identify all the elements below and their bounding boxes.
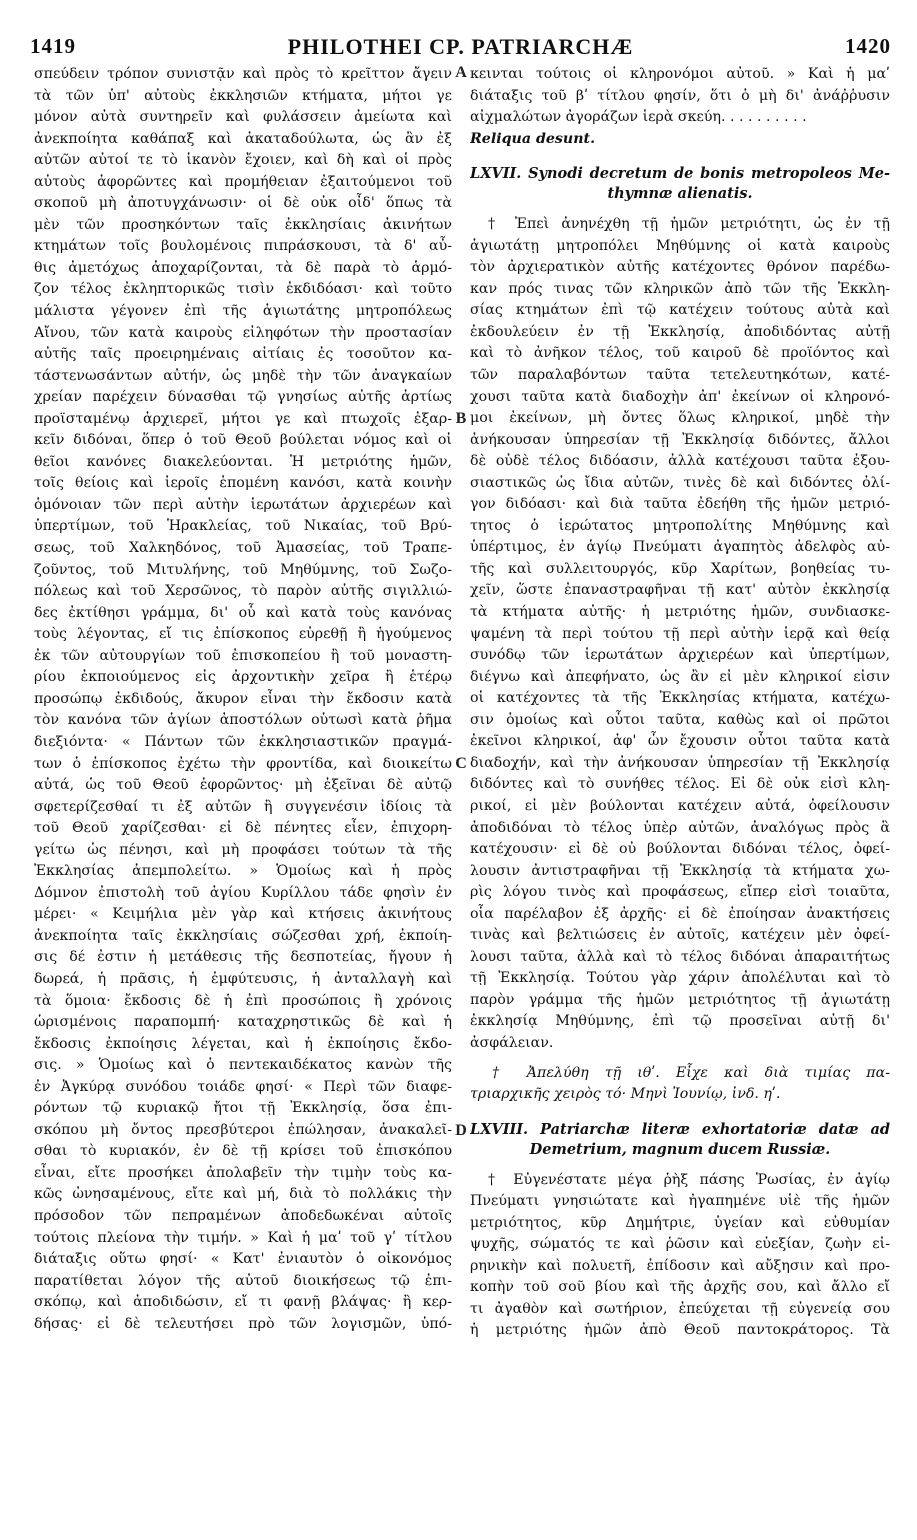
section-67-line: τὰ κτήματα αὐτῆς· ἡ μετριότης ἡμῶν, συνδιασκε- xyxy=(470,604,890,621)
left-column-line: πρόσοδον τῶν πεπραμένων ἀποδεδωκέναι αὐτοῖς xyxy=(34,1207,452,1224)
section-67-line: μοι ἐκείνων, μὴ ὄντες ὅλως κληρικοί, μηδὲ τὴν xyxy=(470,410,890,427)
left-column-line: τὰ τῶν ὑπ' αὐτοὺς ἐκκλησιῶν κτήματα, μήτοι γε xyxy=(34,87,452,104)
left-column xyxy=(34,64,452,1335)
left-column-line: προϊσταμένῳ ἀρχιερεῖ, μήτοι γε καὶ πτωχοῖς ἐξαρ- xyxy=(34,410,452,427)
section-68-body xyxy=(470,1170,890,1342)
section-67-line: τητος ὁ ἱερώτατος μητροπολίτης Μηθύμνης καὶ xyxy=(470,517,890,534)
left-column-line: ζον τέλος ἐκληπτορικῶς τισὶν ἐκδιδόασι· καὶ τοῦτο xyxy=(34,281,452,298)
running-title: PHILOTHEI CP. PATRIARCHÆ xyxy=(287,34,634,59)
section-67-line: τῆς καὶ συλλειτουργός, κῦρ Χαρίτων, βοηθείας τυ- xyxy=(470,560,890,577)
right-intro-line: κεινται τούτοις οἱ κληρονόμοι αὐτοῦ. » Καὶ ἡ μαʹ xyxy=(470,66,890,82)
section-67-line: ἁγιωτάτῃ μητροπόλει Μηθύμνης οἱ κατὰ καιροὺς xyxy=(470,237,890,254)
left-column-line: αὐτῶν αὐτοί τε τὸ ἱκανὸν ἔχοιεν, καὶ δὴ καὶ οἱ πρὸς xyxy=(34,152,452,169)
left-column-line: αὐτῆς ταῖς προειρημέναις αἰτίαις ἐς τοσοῦτον κα- xyxy=(34,346,452,363)
section-67-line: ἐκδουλεύειν ἐν τῇ Ἐκκλησίᾳ, ἀποδιδόντας αὐτῇ xyxy=(470,323,890,340)
section-68-line: ψυχῆς, σώματός τε καὶ ῥῶσιν καὶ εὐεξίαν, ζωὴν εἰ- xyxy=(470,1236,890,1253)
left-column-line: δες ἐκτίθησι γράμμα, δι' οὗ καὶ κατὰ τοὺς κανόνας xyxy=(34,604,452,621)
left-column-line: σις δέ ἐστιν ἡ μετάθεσις τῆς δεσποτείας, ἤγουν ἡ xyxy=(34,949,452,966)
left-column-line: διάταξις οὕτω φησί· « Κατ' ἐνιαυτὸν ὁ οἰκονόμος xyxy=(34,1251,452,1268)
left-column-line: τὸν κανόνα τῶν ἁγίων ἀποστόλων οὑτωσὶ κατὰ ῥῆμα xyxy=(34,712,452,729)
left-column-line: των ὁ ἐπίσκοπος ἐχέτω τὴν φροντίδα, καὶ διοικείτω xyxy=(34,755,452,772)
section-68-line: Πνεύματι γνησιώτατε καὶ ἠγαπημένε υἱὲ τῆς ἡμῶν xyxy=(470,1193,890,1210)
left-column-line: ἐν Ἀγκύρᾳ συνόδου τοιάδε φησί· « Περὶ τῶν διαφε- xyxy=(34,1078,452,1095)
section-67-line: δὲ οὐδὲ τέλος διδόασιν, ἀλλὰ κατέχουσι ταῦτα ἐξου- xyxy=(470,453,890,470)
section-67-line: οἷα παρέλαβον ἐξ ἀρχῆς· εἰ δὲ ἐποίησαν ἀνακτήσεις xyxy=(470,905,890,922)
page-number-right: 1420 xyxy=(845,34,891,58)
section-67-line: χουσι ταῦτα κατὰ διαδοχὴν ἀπ' ἐκείνων οἱ κληρονό- xyxy=(470,388,890,405)
section-67-line: ρικοί, εἰ μὲν βούλονται κατέχειν αὐτά, ὀφείλουσιν xyxy=(470,797,890,814)
left-column-line: αὐτοὺς ἀφορῶντες καὶ προμήθειαν ἐξαιτούμενοι τοῦ xyxy=(34,173,452,190)
left-column-line: ἔκδοσις ἐκποίησις λέγεται, καὶ ἡ ἐκποίησις ἔκδο- xyxy=(34,1035,452,1052)
left-column-line: ὁμόνοιαν τῶν περὶ αὐτὴν ἱερωτάτων ἀρχιερέων καὶ xyxy=(34,496,452,513)
left-column-line: Ἐκκλησίας ἀπεμπολείτω. » Ὁμοίως καὶ ἡ πρὸς xyxy=(34,863,452,880)
left-column-line: τάστενωσάντων αὐτήν, ὡς μηδὲ τὴν τῶν ἀναγκαίων xyxy=(34,367,452,384)
margin-letter-c: C xyxy=(455,755,467,772)
section-67-heading xyxy=(470,164,890,204)
section-67-heading-line1: LXVII. Synodi decretum de bonis metropoleos Me- xyxy=(470,165,890,183)
left-column-line: σκοποῦ μὴ ἀποτυγχάνωσιν· οἱ δὲ οὐκ οἶδ' ὅπως τὰ xyxy=(34,195,452,212)
section-67-line: ὑπέρτιμος, ἐν ἁγίῳ Πνεύματι ἀγαπητὸς ἀδελφὸς αὐ- xyxy=(470,539,890,556)
left-column-line: σφετερίζεσθαί τι ἐξ αὐτῶν ἢ συγγενέσιν ἰδίοις τὰ xyxy=(34,798,452,815)
left-column-line: τοῖς θείοις καὶ ἱεροῖς ἑπομένη κανόσι, κατὰ κοινὴν xyxy=(34,475,452,492)
section-67-line: † Ἐπεὶ ἀνηνέχθη τῇ ἡμῶν μετριότητι, ὡς ἐν τῇ xyxy=(488,216,890,233)
left-column-line: ρίου ἐκποιούμενος εἰς ἀρχοντικὴν χεῖρα ἢ ἑτέρῳ xyxy=(34,669,452,686)
section-67-line: ἀνήκουσαν ὑπηρεσίαν τῇ Ἐκκλησίᾳ διδόντες, ἄλλοι xyxy=(470,431,890,448)
left-column-line: ἐκ τῶν αὐτουργίων τοῦ ἐπισκοπείου ἢ τοῦ μοναστη- xyxy=(34,647,452,664)
section-67-line: τῶν παραλαβόντων ταῦτα τετελευτηκότων, κατέ- xyxy=(470,367,890,384)
section-68-line: † Εὐγενέστατε μέγα ῥὴξ πάσης Ῥωσίας, ἐν ἁγίῳ xyxy=(488,1171,890,1188)
left-column-line: τούτοις πλείονα τὴν τιμήν. » Καὶ ἡ μαʹ τοῦ γʹ τίτλου xyxy=(34,1229,452,1246)
left-column-line: εἶναι, εἴτε προσήκει ἀπολαβεῖν τὴν τιμὴν τοὺς κα- xyxy=(34,1164,452,1181)
right-intro xyxy=(470,64,890,129)
section-67-line: ἀποδιδόναι τὸ τέλος ὑπὲρ αὐτῶν, ἀναλόγως πρὸς ἃ xyxy=(470,819,890,836)
section-67-line: λουσιν ἀντιστραφῆναι τῇ Ἐκκλησίᾳ τὰ κτήματα χω- xyxy=(470,862,890,879)
section-67-line: διδόντες καὶ τὸ συνήθες τέλος. Εἰ δὲ οὐκ εἰσὶ κλη- xyxy=(470,776,890,793)
left-column-line: μέρει· « Κειμήλια μὲν γὰρ καὶ κτήσεις ἀκινήτους xyxy=(34,906,452,923)
section-68-heading-line1: LXVIII. Patriarchæ literæ exhortatoriæ datæ ad xyxy=(470,1120,890,1138)
section-67-closing: † Ἀπελύθη τῇ ιθʹ. Εἶχε καὶ διὰ τιμίας πα- xyxy=(492,1064,890,1081)
section-68-heading xyxy=(470,1120,890,1160)
left-column-line: προσώπῳ ἐκδιδούς, ἄκυρον εἶναι τὴν ἔκδοσιν κατὰ xyxy=(34,690,452,707)
left-column-line: σις. » Ὁμοίως καὶ ὁ πεντεκαιδέκατος κανὼν τῆς xyxy=(34,1057,452,1074)
section-67-line: διαδοχήν, καὶ τὴν ἀνήκουσαν ὑπηρεσίαν τῇ Ἐκκλησίᾳ xyxy=(470,754,890,771)
left-column-line: τὰ ὅμοια· ἔκδοσις δὲ ἡ ἐπὶ προσώποις ἢ χρόνοις xyxy=(34,992,452,1009)
section-68-line: κοπὴν τοῦ σοῦ βίου καὶ τῆς ἀρχῆς σου, καὶ ἄλλο εἴ xyxy=(470,1279,890,1296)
left-column-line: παρατίθεται λόγον τῆς αὐτοῦ διοικήσεως τῷ ἐπι- xyxy=(34,1272,452,1289)
section-67-line: συνόδῳ τῶν ἱερωτάτων ἀρχιερέων καὶ ὑπερτίμων, xyxy=(470,647,890,664)
left-column-line: πόλεως καὶ τοῦ Χερσῶνος, τὸ παρὸν αὐτῆς σιγιλλιώ- xyxy=(34,583,452,600)
page-header xyxy=(30,34,891,66)
left-column-line: ὑπερτίμων, τοῦ Ἡρακλείας, τοῦ Νικαίας, τοῦ Βρύ- xyxy=(34,518,452,535)
left-column-line: δωρεά, ἡ πρᾶσις, ἡ ἐμφύτευσις, ἡ ἀνταλλαγὴ καὶ xyxy=(34,970,452,987)
section-68-heading-line2: Demetrium, magnum ducem Russiæ. xyxy=(529,1140,831,1158)
section-67-line: κατέχουσιν· εἰ δὲ οὐ βούλονται διδόναι τέλος, ὀφεί- xyxy=(470,841,890,858)
left-column-line: διεξιόντα· « Πάντων τῶν ἐκκλησιαστικῶν πραγμά- xyxy=(34,733,452,750)
section-67-line: σιν ὁμοίως καὶ οὗτοι ταῦτα, καθὼς καὶ οἱ πρῶτοι xyxy=(470,711,890,728)
left-column-line: δήσας· εἰ δὲ τελευτήσει πρὸ τῶν λογισμῶν, ὑπό- xyxy=(34,1315,452,1332)
section-67-line: παρὸν γράμμα τῆς ἡμῶν μετριότητος τῇ ἁγιωτάτῃ xyxy=(470,991,890,1008)
section-67-line: λουσι ταῦτα, ἀλλὰ καὶ τὸ τέλος διδόναι ἀπαραιτήτως xyxy=(470,948,890,965)
left-column-line: ἀνεκποίητα καθάπαξ καὶ ἀκαταδούλωτα, ὡς ἂν ἐξ xyxy=(34,130,452,147)
section-67-body xyxy=(470,214,890,1054)
right-intro-line: διάταξις τοῦ βʹ τίτλου φησίν, ὅτι ὁ μὴ δι' ἀνάῤῥυσιν xyxy=(470,87,890,104)
section-67-line: καν πρός τινας τῶν κληρικῶν ἀπὸ τῶν τῆς Ἐκκλη- xyxy=(470,280,890,297)
margin-letter-a: A xyxy=(455,64,467,81)
left-column-line: σεως, τοῦ Χαλκηδόνος, τοῦ Ἀμασείας, τοῦ Τραπε- xyxy=(34,540,452,557)
right-column xyxy=(470,64,890,1342)
left-column-line: κεῖν διδόναι, ὅπερ ὁ τοῦ Θεοῦ βούλεται νόμος καὶ οἱ xyxy=(34,432,452,449)
section-67-line: τὸν ἀρχιερατικὸν αὐτῆς κατέχοντες θρόνον παρέδω- xyxy=(470,259,890,276)
section-67-line: σιαστικῶς ὡς ἴδια αὐτῶν, τινὲς δὲ καὶ διδόντες ὀλί- xyxy=(470,474,890,491)
section-67-line: διέγνω καὶ ἀπεφήνατο, ὡς ἂν εἰ μὲν κληρικοί εἰσιν xyxy=(470,668,890,685)
right-intro-line: αἰχμαλώτων ἀγοράζων ἱερὰ σκεύη. . . . . . . . . . xyxy=(470,109,807,126)
section-67-line: γον διδόασι· καὶ διὰ ταῦτα ἐδεήθη τῆς ἡμῶν μετριό- xyxy=(470,496,890,513)
left-column-line: Δόμνον ἐπιστολὴ τοῦ ἁγίου Κυρίλλου τάδε φησὶν ἐν xyxy=(34,884,452,901)
left-column-line: χρείαν παρέχειν δύνασθαι τῷ γνησίως αὐτῆς ἀρτίως xyxy=(34,389,452,406)
margin-letter-b: B xyxy=(455,410,467,427)
left-column-line: σθαι τὸ κυριακόν, ἐν δὲ τῇ κρίσει τοῦ ἐπισκόπου xyxy=(34,1143,452,1160)
section-67-closing-2: τριαρχικῆς χειρὸς τό· Μηνὶ Ἰουνίῳ, ἰνδ. ηʹ. xyxy=(470,1086,781,1103)
section-67-line: ἐκκλησίᾳ Μηθύμνης, ἐπὶ τῷ προσεῖναι αὐτῇ δι' xyxy=(470,1013,890,1030)
left-column-line: μόνον αὐτὰ συντηρεῖν καὶ φυλάσσειν ἀμείωτα καὶ xyxy=(34,109,452,126)
section-68-line: μετριότητος, κῦρ Δημήτριε, ὑγείαν καὶ εὐθυμίαν xyxy=(470,1214,890,1231)
page-number-left: 1419 xyxy=(30,34,76,58)
section-68-line: ρηνικὴν καὶ πολυετῆ, ἐπίδοσιν καὶ αὔξησιν καὶ προ- xyxy=(470,1257,890,1274)
left-column-line: γείτω ὡς πένησι, καὶ μὴ προφάσει τούτων τὰ τῆς xyxy=(34,841,452,858)
left-column-line: σκόπου μὴ ὄντος πρεσβύτεροι ἐπώλησαν, ἀνακαλεῖ- xyxy=(34,1121,452,1138)
left-column-line: θεῖοι κανόνες διακελεύονται. Ἡ μετριότης ἡμῶν, xyxy=(34,453,452,470)
section-67-line: χεῖν, ὥστε ἐπαναστραφῆναι τῇ κατ' αὐτὸν ἐκκλησίᾳ xyxy=(470,582,890,599)
section-67-line: ἐκεῖνοι κληρικοί, ἀφ' ὧν ἔχουσιν οὗτοι ταῦτα κατὰ xyxy=(470,733,890,750)
left-column-line: αὐτά, ὡς τοῦ Θεοῦ ἐφορῶντος· μὴ ἐξεῖναι δὲ αὐτῷ xyxy=(34,777,452,794)
left-column-line: μὲν τῶν προσηκόντων ταῖς ἐκκλησίαις ἀκινήτων xyxy=(34,216,452,233)
left-column-line: τοῦ Θεοῦ χαρίζεσθαι· εἰ δὲ πένητες εἶεν, ἐπιχορη- xyxy=(34,820,452,837)
left-column-line: θις ἀμετόχως ἀποχαρίζονται, τὰ δὲ παρὰ τὸ ἁρμό- xyxy=(34,259,452,276)
left-column-line: ὡρισμένοις παραπομπή· καταχρηστικῶς δὲ καὶ ἡ xyxy=(34,1014,452,1031)
left-column-line: κῶς ὠνησαμένους, εἴτε καὶ μή, διὰ τὸ πολλάκις τὴν xyxy=(34,1186,452,1203)
left-column-line: τοὺς λέγοντας, εἴ τις ἐπίσκοπος εὑρεθῇ ἢ ἡγούμενος xyxy=(34,626,452,643)
section-67-line: ψαμένη τὰ περὶ τούτου τῇ περὶ αὐτὴν ἱερᾷ καὶ θείᾳ xyxy=(470,625,890,642)
reliqua-desunt: Reliqua desunt. xyxy=(470,130,596,147)
section-67-line: οἱ κατέχοντες τὰ τῆς Ἐκκλησίας κτήματα, κατέχω- xyxy=(470,690,890,707)
section-67-line: ρὶς λόγου τινὸς καὶ προφάσεως, εἴπερ εἰσὶ τοιαῦτα, xyxy=(470,884,890,901)
left-column-line: ρόντων τῷ κυριακῷ ἤτοι τῇ Ἐκκλησίᾳ, ὅσα ἐπι- xyxy=(34,1100,452,1117)
section-67-line: τινὰς καὶ βελτιώσεις ἐν αὐτοῖς, κατέχειν μὲν ὀφεί- xyxy=(470,927,890,944)
left-column-line: Αἴνου, τῶν κατὰ καιροὺς εἰληφότων τὴν προστασίαν xyxy=(34,324,452,341)
left-column-line: σπεύδειν τρόπον συνιστᾷν καὶ πρὸς τὸ κρεῖττον ἄγειν xyxy=(34,66,452,82)
section-67-line: σίας κτημάτων ἐπὶ τῷ κατέχειν τούτους αὐτὰ καὶ xyxy=(470,302,890,319)
section-67-line: ἀσφάλειαν. xyxy=(470,1034,554,1051)
left-column-line: ἀνεκποίητα ταῖς ἐκκλησίαις σώζεσθαι χρή, ἐκποίη- xyxy=(34,927,452,944)
left-column-line: ζοῦντος, τοῦ Μιτυλήνης, τοῦ Μηθύμνης, τοῦ Σωζο- xyxy=(34,561,452,578)
section-68-line: ἡ μετριότης ἡμῶν ἀπὸ Θεοῦ παντοκράτορος. Τὰ xyxy=(470,1322,890,1339)
left-column-line: μάλιστα γέγονεν ἐπὶ τῆς ἁγιωτάτης μητροπόλεως xyxy=(34,303,452,320)
section-67-line: τῇ Ἐκκλησίᾳ. Τούτου γὰρ χάριν ἀπολέλυται καὶ τὸ xyxy=(470,970,890,987)
section-68-line: τι ἀγαθὸν καὶ σωτήριον, ἐπεύχεται τῇ εὐγενείᾳ σου xyxy=(470,1300,890,1317)
left-column-line: σκόπῳ, καὶ ἀποδιδώσιν, εἴ τι φανῇ βλάψας· ἢ κερ- xyxy=(34,1294,452,1311)
left-column-line: κτημάτων τοῖς βουλομένοις πιπράσκουσι, τὰ δ' αὖ- xyxy=(34,238,452,255)
margin-letter-d: D xyxy=(455,1122,467,1139)
section-67-heading-line2: thymnæ alienatis. xyxy=(607,185,753,203)
section-67-line: καὶ τὸ ἀνῆκον τέλος, τοῦ καιροῦ δὲ προϊόντος καὶ xyxy=(470,345,890,362)
